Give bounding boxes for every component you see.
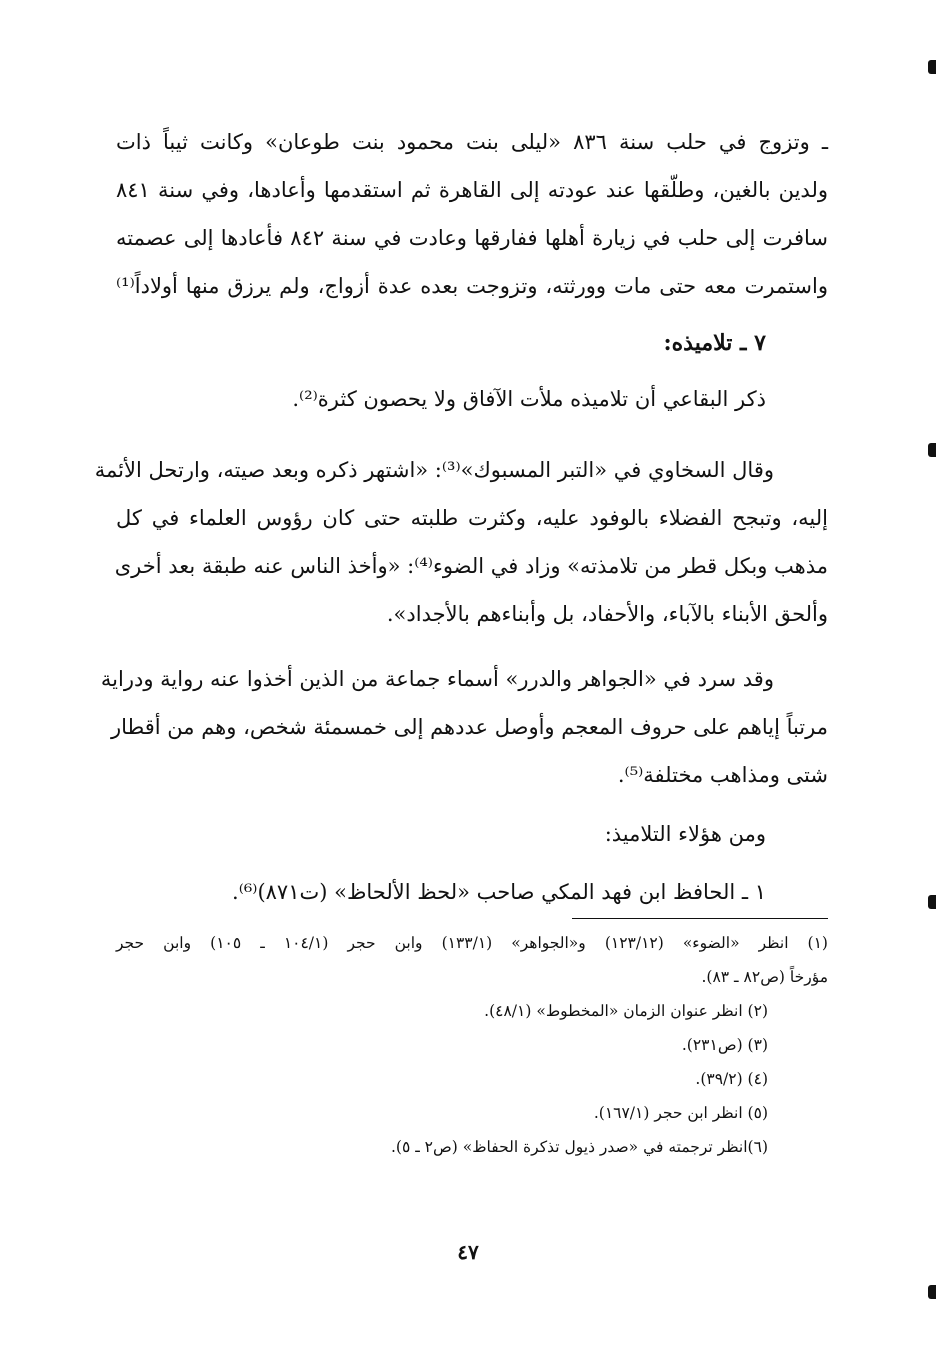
footnote-3: (٣) (ص٢٣١). <box>681 1036 768 1054</box>
text-line: إليه، وتبجح الفضلاء بالوفود عليه، وكثرت طلبته حتى كان رؤوس العلماء في كل <box>116 506 828 530</box>
section-heading: ٧ ـ تلاميذه: <box>663 330 766 356</box>
paragraph-biqai: ذكر البقاعي أن تلاميذه ملأت الآفاق ولا يحصون كثرة⁽²⁾. <box>292 387 766 411</box>
text-line: واستمرت معه حتى مات وورثته، وتزوجت بعده عدة أزواج، ولم يرزق منها أولاداً⁽¹⁾ <box>116 274 828 298</box>
text-line: سافرت إلى حلب في زيارة أهلها ففارقها وعادت في سنة ٨٤٢ فأعادها إلى عصمته <box>116 226 829 250</box>
student-item: ١ ـ الحافظ ابن فهد المكي صاحب «لحظ الألحاظ» (ت٨٧١)⁽⁶⁾. <box>232 880 766 904</box>
footnote-1: (١) انظر «الضوء» (١٢٣/١٢) و«الجواهر» (١٣٣/١) وابن حجر (١٠٤/١ ـ ١٠٥) وابن حجر <box>116 934 828 952</box>
page-number: ٤٧ <box>457 1240 479 1264</box>
paragraph-jawahir <box>100 655 828 799</box>
text-line: مرتباً إياهم على حروف المعجم وأوصل عددهم إلى خمسمئة شخص، وهم من أقطار <box>110 715 828 739</box>
paragraph-marriage <box>116 118 828 310</box>
text-line: مذهب وبكل قطر من تلامذته» وزاد في الضوء⁽⁴⁾: «وأخذ الناس عنه طبقة بعد أخرى <box>114 554 828 578</box>
paragraph-sakhawi <box>94 446 828 638</box>
footnote-separator <box>572 918 828 919</box>
text-line: وألحق الأبناء بالآباء، والأحفاد، بل وأبناءهم بالأجداد». <box>386 602 828 626</box>
footnote-5: (٥) انظر ابن حجر (١٦٧/١). <box>593 1104 768 1122</box>
text-line: وقد سرد في «الجواهر والدرر» أسماء جماعة من الذين أخذوا عنه رواية ودراية <box>100 667 774 691</box>
margin-mark <box>928 1285 936 1299</box>
margin-mark <box>928 895 936 909</box>
footnote-4: (٤) (٣٩/٢). <box>695 1070 768 1088</box>
footnote-6: (٦)انظر ترجمته في «صدر ذيول تذكرة الحفاظ» (ص٢ ـ ٥). <box>390 1138 768 1156</box>
footnote-1-continued: مؤرخاً (ص٨٢ ـ ٨٣). <box>701 968 828 986</box>
footnote-2: (٢) انظر عنوان الزمان «المخطوط» (٤٨/١). <box>484 1002 768 1020</box>
text-line: ـ وتزوج في حلب سنة ٨٣٦ «ليلى بنت محمود بنت طوعان» وكانت ثيباً ذات <box>116 130 829 154</box>
footnotes <box>116 926 828 1164</box>
text-line: ولدين بالغين، وطلّقها عند عودته إلى القاهرة ثم استقدمها وأعادها، وفي سنة ٨٤١ <box>116 178 828 202</box>
text-line: وقال السخاوي في «التبر المسبوك»⁽³⁾: «اشتهر ذكره وبعد صيته، وارتحل الأئمة <box>94 458 774 482</box>
students-intro: ومن هؤلاء التلاميذ: <box>604 822 766 846</box>
margin-mark <box>928 60 936 74</box>
text-line: شتى ومذاهب مختلفة⁽⁵⁾. <box>617 763 828 787</box>
margin-mark <box>928 443 936 457</box>
